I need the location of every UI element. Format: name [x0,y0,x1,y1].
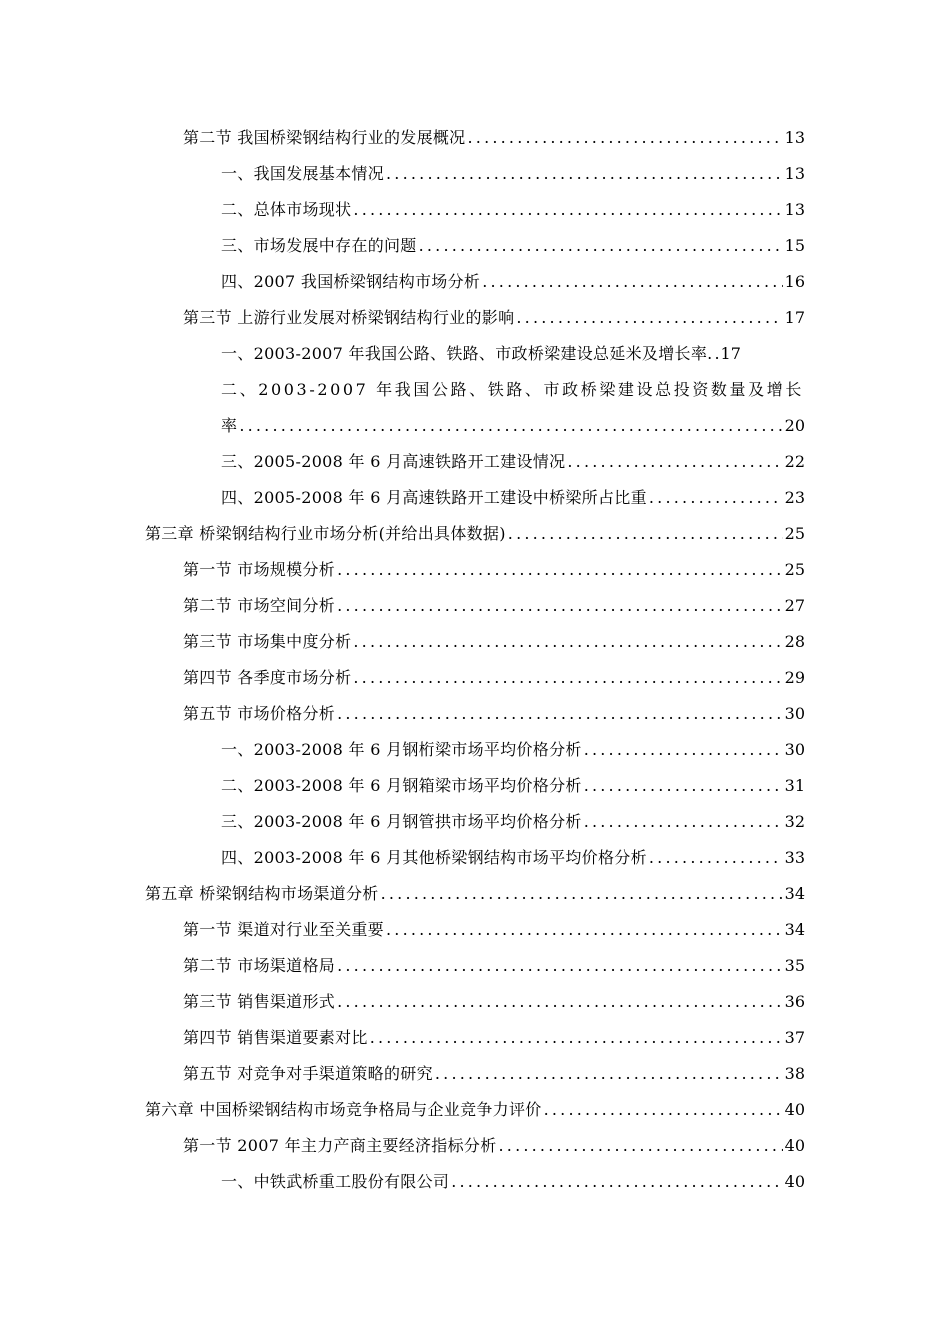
toc-entry[interactable] [0,269,950,295]
toc-leader-dots [386,161,783,187]
toc-entry[interactable] [0,989,950,1015]
toc-entry[interactable] [0,1169,950,1195]
toc-entry-title: 第二节 我国桥梁钢结构行业的发展概况 [183,128,466,147]
toc-entry-title: 第二节 市场空间分析 [183,596,336,615]
toc-page-number: 23 [784,488,805,507]
toc-entry-title: 第二节 市场渠道格局 [183,956,336,975]
toc-leader-dots [337,701,783,727]
toc-leader-dots [715,341,719,367]
toc-leader-dots [353,197,782,223]
toc-entry[interactable] [0,341,950,367]
toc-page-number: 13 [784,164,805,183]
toc-entry-title: 第三章 桥梁钢结构行业市场分析(并给出具体数据) [145,524,506,543]
toc-entry[interactable] [0,557,950,583]
toc-entry-title: 第一节 渠道对行业至关重要 [183,920,384,939]
toc-entry-title: 第一节 市场规模分析 [183,560,336,579]
toc-entry-title: 第四节 各季度市场分析 [183,668,352,687]
toc-page-number: 37 [784,1028,805,1047]
toc-leader-dots [381,881,783,907]
toc-page-number: 20 [784,416,805,435]
toc-leader-dots [370,1025,783,1051]
toc-page-number: 35 [784,956,805,975]
toc-page-number: 30 [784,740,805,759]
toc-leader-dots [584,809,783,835]
toc-entry[interactable] [0,485,950,511]
toc-leader-dots [499,1133,783,1159]
toc-entry[interactable] [0,1025,950,1051]
toc-entry[interactable] [0,305,950,331]
toc-page-number: 34 [784,884,805,903]
toc-entry[interactable] [0,1061,950,1087]
toc-leader-dots [337,593,783,619]
toc-leader-dots [337,953,783,979]
toc-entry-title: 二、总体市场现状 [221,200,352,219]
toc-page-number: 16 [784,272,805,291]
toc-page-number: 27 [784,596,805,615]
toc-leader-dots [544,1097,783,1123]
toc-leader-dots [584,773,783,799]
toc-leader-dots [239,413,782,439]
toc-entry[interactable] [0,1097,950,1123]
toc-entry-title: 第五章 桥梁钢结构市场渠道分析 [145,884,379,903]
toc-page-number: 38 [784,1064,805,1083]
toc-page-number: 32 [784,812,805,831]
toc-page-number: 30 [784,704,805,723]
toc-leader-dots [649,845,783,871]
toc-entry-title: 第五节 对竞争对手渠道策略的研究 [183,1064,433,1083]
toc-entry-title: 第三节 销售渠道形式 [183,992,336,1011]
toc-page-number: 13 [784,200,805,219]
toc-entry-title: 一、中铁武桥重工股份有限公司 [221,1172,450,1191]
toc-page-number: 17 [784,308,805,327]
toc-entry[interactable] [0,809,950,835]
toc-page-number: 33 [784,848,805,867]
toc-entry-title: 第五节 市场价格分析 [183,704,336,723]
toc-entry-title: 第四节 销售渠道要素对比 [183,1028,368,1047]
toc-entry[interactable] [0,953,950,979]
toc-entry-title: 第一节 2007 年主力产商主要经济指标分析 [183,1136,497,1155]
toc-page-number: 40 [784,1172,805,1191]
toc-page-number: 15 [784,236,805,255]
toc-entry[interactable] [0,197,950,223]
toc-page-number: 31 [784,776,805,795]
toc-leader-dots [468,125,783,151]
toc-entry[interactable] [0,737,950,763]
toc-entry-title: 三、2003-2008 年 6 月钢管拱市场平均价格分析 [221,812,582,831]
toc-page-number: 25 [784,560,805,579]
toc-entry[interactable] [0,413,950,439]
toc-entry[interactable] [0,377,950,403]
toc-entry-title-wrapped: 二、2003-2007 年我国公路、铁路、市政桥梁建设总投资数量及增长 [221,380,804,399]
toc-entry-title: 三、2005-2008 年 6 月高速铁路开工建设情况 [221,452,566,471]
toc-entry[interactable] [0,701,950,727]
toc-leader-dots [386,917,783,943]
toc-page-number: 34 [784,920,805,939]
toc-leader-dots [482,269,782,295]
toc-entry-title: 二、2003-2008 年 6 月钢箱梁市场平均价格分析 [221,776,582,795]
toc-leader-dots [353,665,782,691]
toc-entry[interactable] [0,125,950,151]
toc-leader-dots [567,449,782,475]
toc-leader-dots [337,557,783,583]
toc-entry[interactable] [0,1133,950,1159]
toc-page-number: 36 [784,992,805,1011]
toc-leader-dots [419,233,783,259]
toc-leader-dots [516,305,782,331]
toc-leader-dots [451,1169,782,1195]
toc-page-number: 29 [784,668,805,687]
toc-entry-title: 一、2003-2007 年我国公路、铁路、市政桥梁建设总延米及增长率. [221,344,713,363]
toc-leader-dots [649,485,783,511]
toc-entry[interactable] [0,233,950,259]
toc-entry[interactable] [0,773,950,799]
toc-entry[interactable] [0,161,950,187]
toc-leader-dots [353,629,782,655]
toc-leader-dots [584,737,783,763]
toc-leader-dots [337,989,783,1015]
toc-entry-title: 四、2003-2008 年 6 月其他桥梁钢结构市场平均价格分析 [221,848,647,867]
toc-page-number: 28 [784,632,805,651]
toc-entry-title: 一、2003-2008 年 6 月钢桁梁市场平均价格分析 [221,740,582,759]
toc-leader-dots [508,521,783,547]
toc-page-number: 17 [720,344,741,363]
toc-entry-title: 四、2005-2008 年 6 月高速铁路开工建设中桥梁所占比重 [221,488,647,507]
toc-entry[interactable] [0,521,950,547]
toc-entry-title: 一、我国发展基本情况 [221,164,385,183]
toc-entry-title: 第三节 上游行业发展对桥梁钢结构行业的影响 [183,308,515,327]
toc-page-number: 22 [784,452,805,471]
toc-page-number: 40 [784,1136,805,1155]
toc-entry[interactable] [0,665,950,691]
toc-entry-title: 第三节 市场集中度分析 [183,632,352,651]
toc-entry-title: 四、2007 我国桥梁钢结构市场分析 [221,272,481,291]
toc-page-number: 25 [784,524,805,543]
toc-entry[interactable] [0,881,950,907]
toc-entry[interactable] [0,593,950,619]
toc-entry-title: 率 [221,416,238,435]
toc-leader-dots [435,1061,783,1087]
toc-page-number: 13 [784,128,805,147]
toc-entry-title: 第六章 中国桥梁钢结构市场竞争格局与企业竞争力评价 [145,1100,542,1119]
toc-entry[interactable] [0,449,950,475]
toc-entry[interactable] [0,917,950,943]
toc-entry-title: 三、市场发展中存在的问题 [221,236,417,255]
toc-page-number: 40 [784,1100,805,1119]
toc-entry[interactable] [0,629,950,655]
toc-entry[interactable] [0,845,950,871]
